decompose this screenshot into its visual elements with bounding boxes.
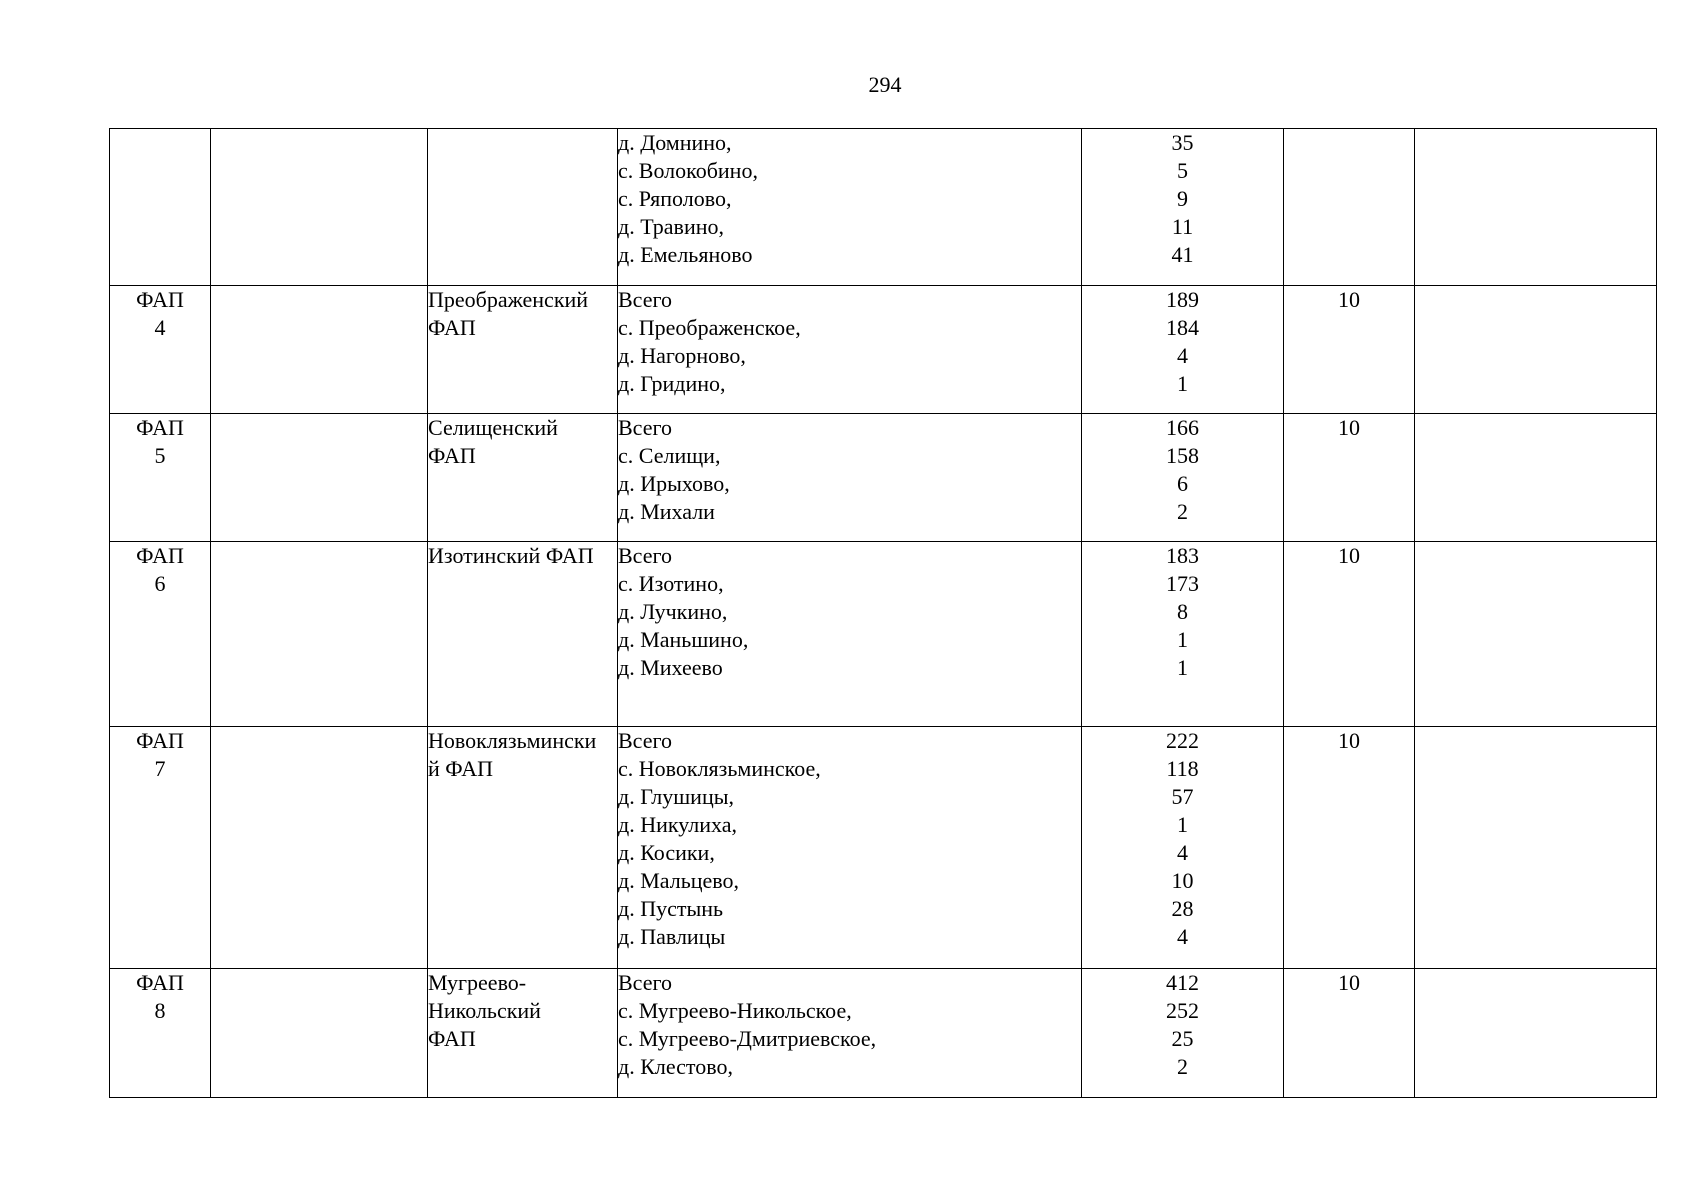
- locations-cell: [618, 286, 1082, 414]
- staff-cell-value: 10: [1338, 415, 1360, 440]
- table-row: [110, 286, 1657, 414]
- table-row: [110, 969, 1657, 1098]
- staff-cell: [1284, 542, 1415, 727]
- locations-cell-line: д. Лучкино,: [618, 599, 728, 624]
- locations-cell-line: д. Ирыхово,: [618, 471, 730, 496]
- facility-code-cell-line: ФАП: [136, 728, 184, 753]
- locations-cell-line: Всего: [618, 728, 672, 753]
- locations-cell: [618, 542, 1082, 727]
- staff-cell: [1284, 414, 1415, 542]
- facility-name-cell-line: Селищенский: [428, 415, 558, 440]
- facility-name-cell-line: Преображенский: [428, 287, 589, 312]
- staff-cell-value: 10: [1338, 543, 1360, 568]
- population-counts-cell-line: 189: [1166, 287, 1199, 312]
- population-counts-cell-line: 5: [1177, 158, 1188, 183]
- locations-cell-line: д. Мальцево,: [618, 868, 739, 893]
- table-body: [110, 129, 1657, 1098]
- locations-cell-line: д. Глушицы,: [618, 784, 735, 809]
- facility-name-cell: [428, 969, 618, 1098]
- notes-cell: [1415, 286, 1657, 414]
- population-counts-cell-line: 25: [1171, 1026, 1194, 1051]
- facility-code-cell-line: ФАП: [136, 415, 184, 440]
- population-counts-cell: [1082, 727, 1284, 969]
- locations-cell: [618, 129, 1082, 286]
- locations-cell-line: с. Преображенское,: [618, 315, 801, 340]
- locations-cell-line: с. Ряполово,: [618, 186, 732, 211]
- facility-code-cell-line: 6: [154, 571, 166, 596]
- population-counts-cell-line: 28: [1171, 896, 1194, 921]
- locations-cell-line: д. Маньшино,: [618, 627, 749, 652]
- facility-code-cell-line: 5: [154, 443, 166, 468]
- facility-code-cell-line: 4: [154, 315, 166, 340]
- locations-cell-line: д. Гридино,: [618, 371, 726, 396]
- notes-cell: [1415, 727, 1657, 969]
- staff-cell: [1284, 129, 1415, 286]
- staff-cell-value: 10: [1338, 970, 1360, 995]
- locations-cell-line: Всего: [618, 970, 672, 995]
- population-counts-cell-line: 2: [1177, 499, 1188, 524]
- population-counts-cell-line: 8: [1177, 599, 1188, 624]
- population-counts-cell-line: 2: [1177, 1054, 1188, 1079]
- population-counts-cell-line: 184: [1166, 315, 1199, 340]
- locations-cell-line: д. Домнино,: [618, 130, 732, 155]
- locations-cell-line: д. Никулиха,: [618, 812, 737, 837]
- population-counts-cell-line: 173: [1166, 571, 1199, 596]
- facility-name-cell-line: Мугреево-: [428, 970, 527, 995]
- facility-name-cell-line: й ФАП: [428, 756, 494, 781]
- staff-cell: [1284, 969, 1415, 1098]
- staff-cell-value: 10: [1338, 728, 1360, 753]
- locations-cell-line: Всего: [618, 543, 672, 568]
- facility-name-cell: [428, 414, 618, 542]
- population-counts-cell: [1082, 129, 1284, 286]
- staff-cell: [1284, 727, 1415, 969]
- blank-cell: [211, 727, 428, 969]
- facility-code-cell-line: ФАП: [136, 970, 184, 995]
- locations-cell-line: д. Михеево: [618, 655, 723, 680]
- facility-name-cell-line: Никольский: [428, 998, 541, 1023]
- population-counts-cell-line: 41: [1171, 242, 1194, 267]
- facility-code-cell: [110, 727, 211, 969]
- locations-cell-line: д. Клестово,: [618, 1054, 733, 1079]
- facility-code-cell: [110, 969, 211, 1098]
- facility-code-cell-line: ФАП: [136, 287, 184, 312]
- locations-cell-line: с. Мугреево-Никольское,: [618, 998, 852, 1023]
- notes-cell: [1415, 969, 1657, 1098]
- table-row: [110, 414, 1657, 542]
- locations-cell: [618, 727, 1082, 969]
- locations-cell-line: с. Новоклязьминское,: [618, 756, 821, 781]
- population-counts-cell-line: 1: [1177, 371, 1188, 396]
- locations-cell-line: Всего: [618, 415, 672, 440]
- locations-cell-line: д. Травино,: [618, 214, 724, 239]
- blank-cell: [211, 129, 428, 286]
- notes-cell: [1415, 542, 1657, 727]
- population-counts-cell-line: 412: [1166, 970, 1199, 995]
- population-counts-cell-line: 10: [1171, 868, 1194, 893]
- facility-name-cell: [428, 286, 618, 414]
- population-counts-cell: [1082, 969, 1284, 1098]
- facility-name-cell-line: ФАП: [428, 443, 476, 468]
- population-counts-cell-line: 222: [1166, 728, 1199, 753]
- population-counts-cell-line: 166: [1166, 415, 1199, 440]
- facility-code-cell: [110, 414, 211, 542]
- population-counts-cell: [1082, 414, 1284, 542]
- blank-cell: [211, 286, 428, 414]
- population-counts-cell-line: 118: [1166, 756, 1199, 781]
- population-counts-cell-line: 252: [1166, 998, 1199, 1023]
- facility-name-cell: [428, 542, 618, 727]
- staff-cell-value: 10: [1338, 287, 1360, 312]
- locations-cell: [618, 969, 1082, 1098]
- facility-name-cell-line: Изотинский ФАП: [428, 543, 594, 568]
- locations-cell-line: Всего: [618, 287, 672, 312]
- facility-name-cell-line: ФАП: [428, 1026, 476, 1051]
- population-counts-cell-line: 1: [1177, 655, 1188, 680]
- locations-cell-line: д. Нагорново,: [618, 343, 746, 368]
- facility-code-cell-line: 8: [154, 998, 166, 1023]
- locations-cell-line: с. Волокобино,: [618, 158, 758, 183]
- facility-name-cell: [428, 727, 618, 969]
- population-counts-cell-line: 4: [1177, 924, 1188, 949]
- table-row: [110, 129, 1657, 286]
- page-number: 294: [868, 72, 902, 97]
- population-counts-cell-line: 1: [1177, 627, 1188, 652]
- blank-cell: [211, 542, 428, 727]
- population-counts-cell-line: 11: [1171, 214, 1194, 239]
- locations-cell-line: д. Пустынь: [618, 896, 724, 921]
- locations-cell-line: с. Селищи,: [618, 443, 721, 468]
- facility-code-cell: [110, 129, 211, 286]
- facility-code-cell-line: ФАП: [136, 543, 184, 568]
- locations-cell-line: д. Павлицы: [618, 924, 726, 949]
- population-counts-cell: [1082, 542, 1284, 727]
- population-counts-cell-line: 1: [1177, 812, 1188, 837]
- population-counts-cell-line: 9: [1177, 186, 1188, 211]
- locations-cell: [618, 414, 1082, 542]
- facility-code-cell-line: 7: [154, 756, 166, 781]
- population-counts-cell-line: 4: [1177, 343, 1188, 368]
- staff-cell: [1284, 286, 1415, 414]
- facilities-table: [109, 128, 1657, 1098]
- table-row: [110, 727, 1657, 969]
- facility-code-cell: [110, 542, 211, 727]
- facility-name-cell-line: Новоклязьмински: [428, 728, 597, 753]
- population-counts-cell-line: 57: [1171, 784, 1194, 809]
- notes-cell: [1415, 129, 1657, 286]
- population-counts-cell: [1082, 286, 1284, 414]
- locations-cell-line: с. Мугреево-Дмитриевское,: [618, 1026, 877, 1051]
- population-counts-cell-line: 158: [1166, 443, 1199, 468]
- locations-cell-line: с. Изотино,: [618, 571, 724, 596]
- population-counts-cell-line: 4: [1177, 840, 1188, 865]
- notes-cell: [1415, 414, 1657, 542]
- locations-cell-line: д. Косики,: [618, 840, 715, 865]
- facility-code-cell: [110, 286, 211, 414]
- blank-cell: [211, 414, 428, 542]
- population-counts-cell-line: 6: [1177, 471, 1188, 496]
- locations-cell-line: д. Емельяново: [618, 242, 753, 267]
- table-row: [110, 542, 1657, 727]
- blank-cell: [211, 969, 428, 1098]
- population-counts-cell-line: 183: [1166, 543, 1199, 568]
- locations-cell-line: д. Михали: [618, 499, 715, 524]
- facility-name-cell: [428, 129, 618, 286]
- facility-name-cell-line: ФАП: [428, 315, 476, 340]
- population-counts-cell-line: 35: [1171, 130, 1194, 155]
